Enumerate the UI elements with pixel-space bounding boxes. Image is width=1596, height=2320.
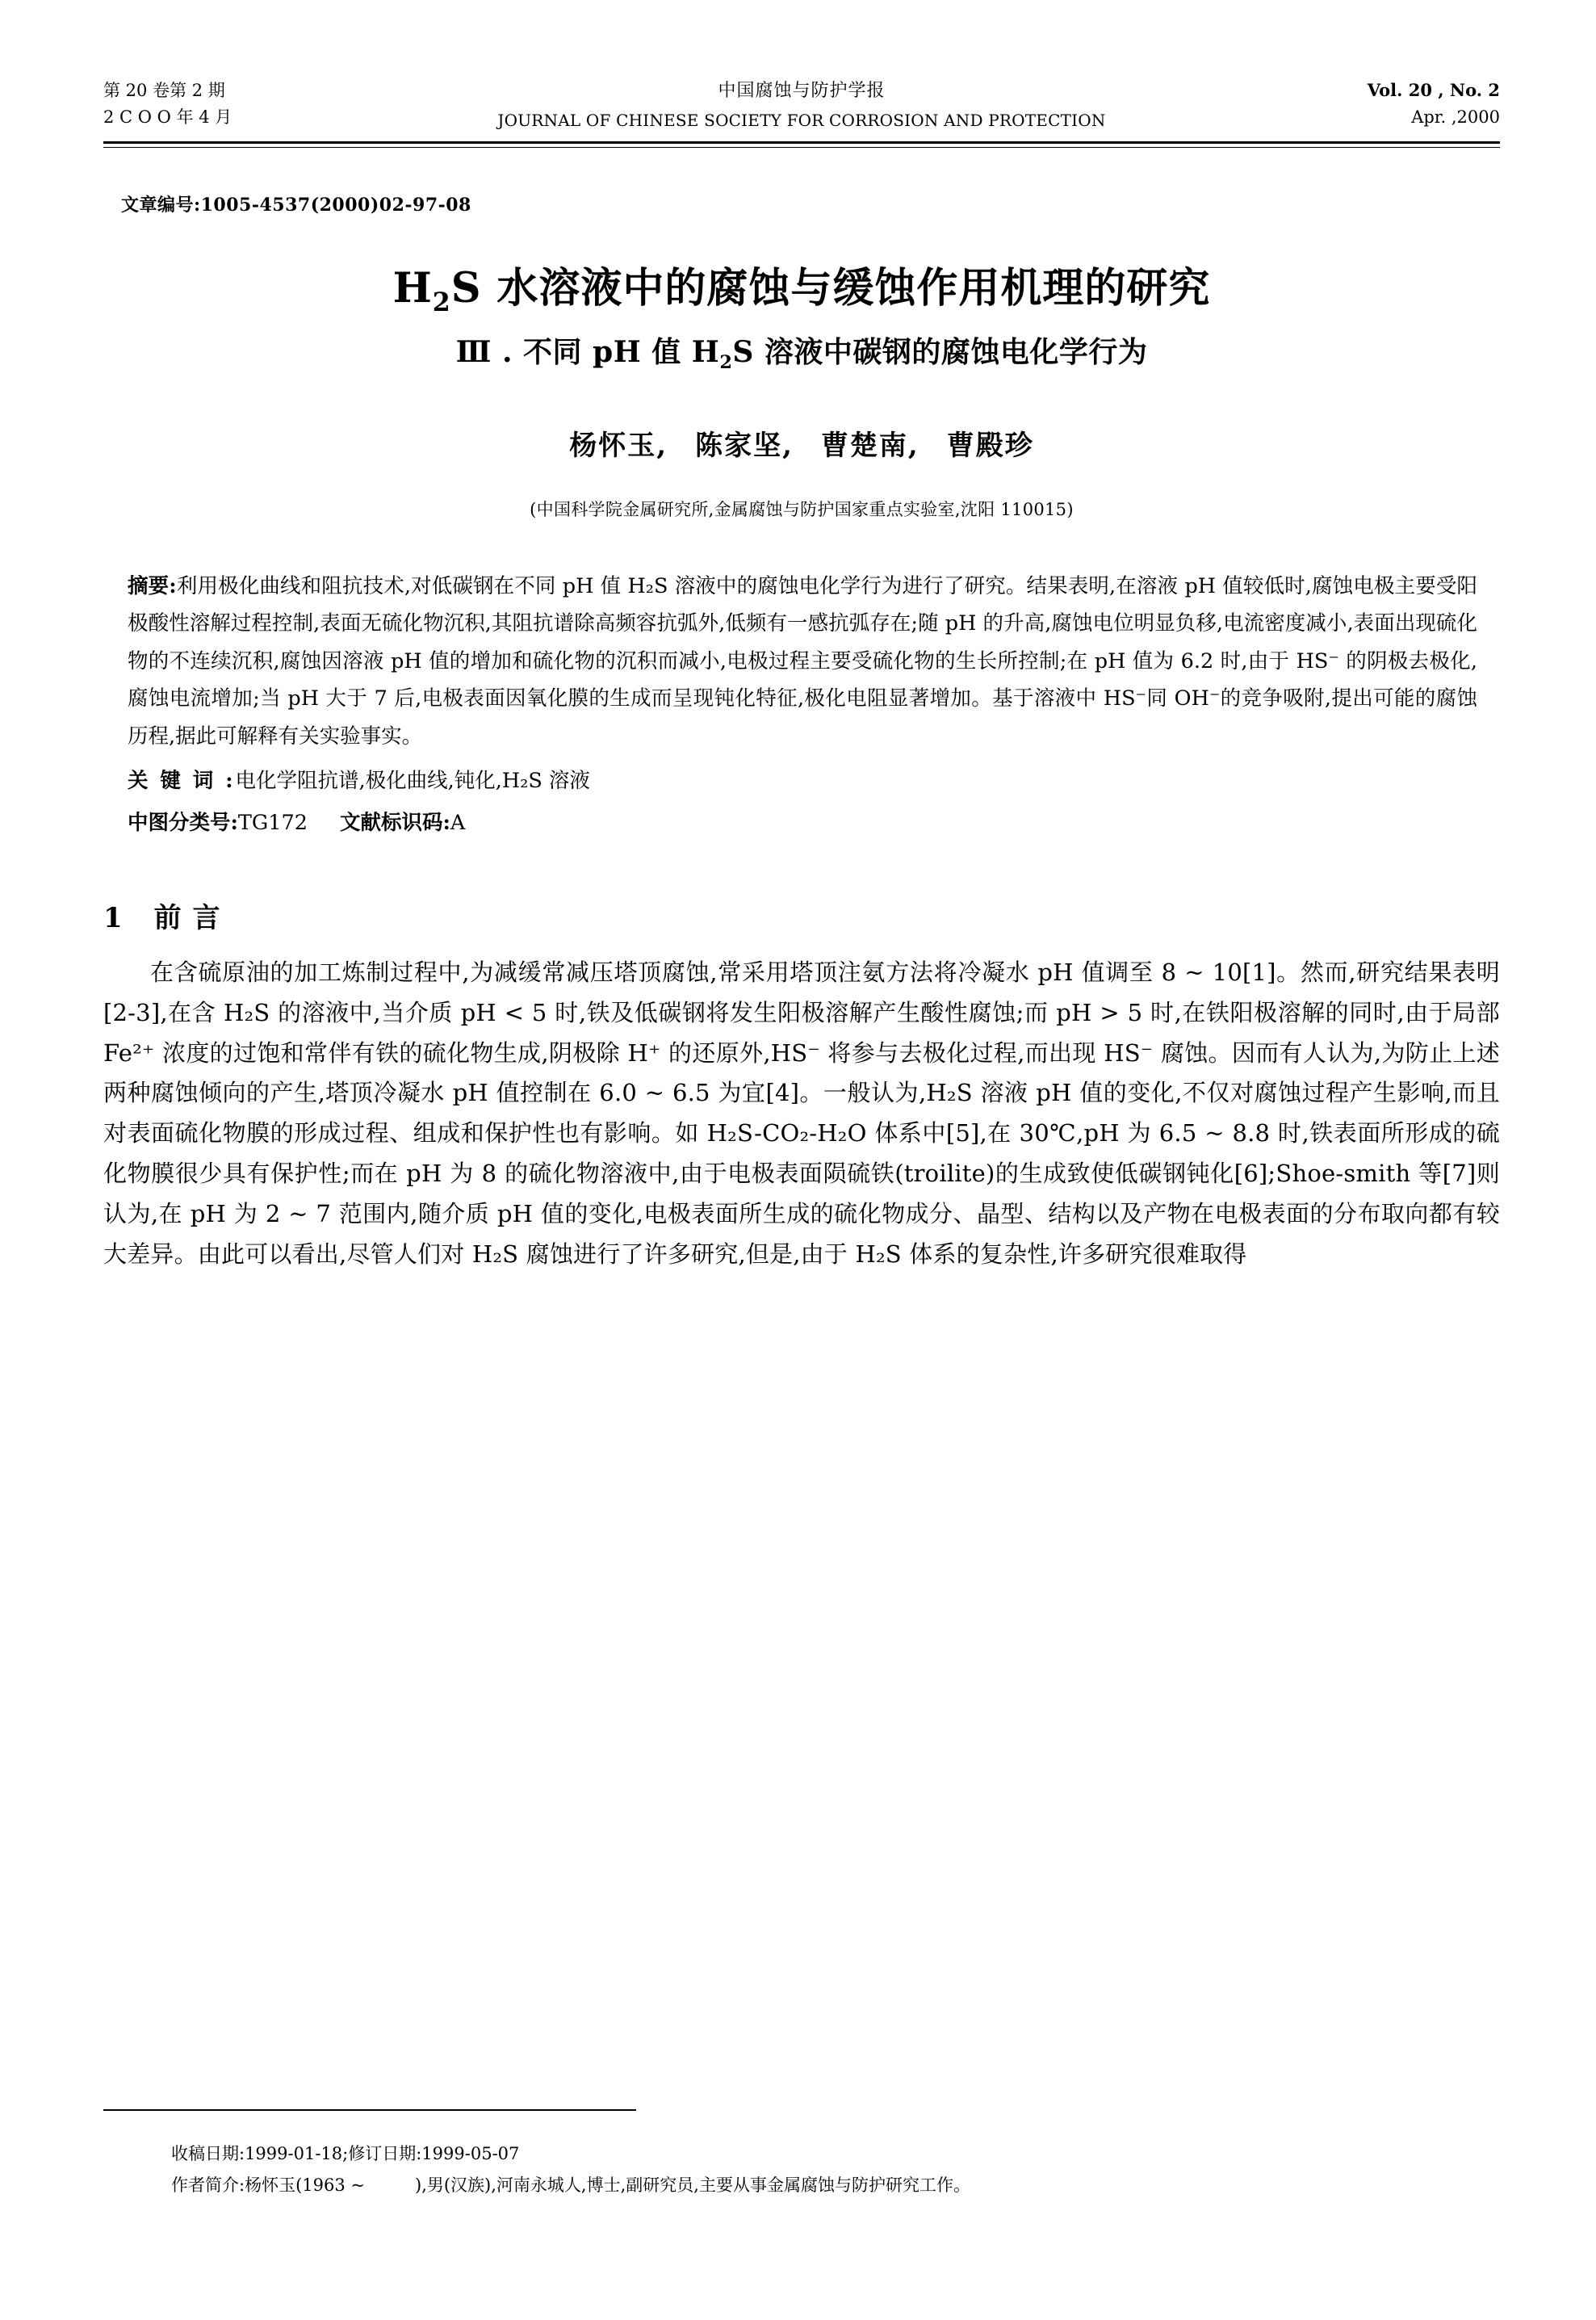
- running-head: [103, 78, 1500, 133]
- clc-label: 中图分类号:: [128, 810, 238, 835]
- title-main-pre: H: [392, 264, 433, 313]
- title-sub-pre: Ⅲ . 不同 pH 值 H: [455, 334, 720, 369]
- doc-code-value: A: [450, 810, 466, 835]
- journal-title-en: JOURNAL OF CHINESE SOCIETY FOR CORROSION AND PROTECTION: [497, 111, 1106, 131]
- keywords-text: 电化学阻抗谱,极化曲线,钝化,H₂S 溶液: [235, 769, 590, 794]
- classification-line: [103, 805, 1500, 842]
- page-subtitle: [103, 334, 1500, 375]
- author-2: 陈家坚,: [695, 430, 794, 462]
- author-list: [103, 423, 1500, 463]
- title-sub-subscript: 2: [719, 352, 733, 373]
- page-title: [103, 263, 1500, 319]
- footnote-divider: [103, 2109, 636, 2111]
- received-date: 收稿日期:1999-01-18;修订日期:1999-05-07: [171, 2144, 520, 2163]
- issue-date-cn: 2 C O O 年 4 月: [103, 107, 232, 127]
- author-bio-name: 杨怀玉(1963 ~: [245, 2175, 365, 2195]
- running-head-right: [1234, 78, 1500, 130]
- abstract-label: 摘要:: [128, 574, 177, 598]
- section-heading-1: [103, 896, 1500, 935]
- section-title: 前 言: [153, 901, 221, 934]
- keywords: [103, 763, 1500, 800]
- clc-value: TG172: [237, 810, 308, 835]
- affiliation: (中国科学院金属研究所,金属腐蚀与防护国家重点实验室,沈阳 110015): [530, 500, 1074, 519]
- section-1-paragraph: 在含硫原油的加工炼制过程中,为减缓常减压塔顶腐蚀,常采用塔顶注氨方法将冷凝水 pH 值调至 8 ~ 10[1]。然而,研究结果表明[2-3],在含 H₂S 的溶液中,当介质 pH < 5 时,铁及低碳钢将发生阳极溶解产生酸性腐蚀;而 pH > 5 时,在铁阳极溶解的同时,由于局部 Fe²⁺ 浓度的过饱和常伴有铁的硫化物生成,阴极除 H⁺ 的还原外,HS⁻ 将参与去极化过程,而出现 HS⁻ 腐蚀。因而有人认为,为防止上述两种腐蚀倾向的产生,塔顶冷凝水 pH 值控制在 6.0 ~ 6.5 为宜[4]。一般认为,H₂S 溶液 pH 值的变化,不仅对腐蚀过程产生影响,而且对表面硫化物膜的形成过程、组成和保护性也有影响。如 H₂S-CO₂-H₂O 体系中[5],在 30℃,pH 为 6.5 ~ 8.8 时,铁表面所形成的硫化物膜很少具有保护性;而在 pH 为 8 的硫化物溶液中,由于电极表面陨硫铁(troilite)的生成致使低碳钢钝化[6];Shoe-smith 等[7]则认为,在 pH 为 2 ~ 7 范围内,随介质 pH 值的变化,电极表面所生成的硫化物成分、晶型、结构以及产物在电极表面的分布取向都有较大差异。由此可以看出,尽管人们对 H₂S 腐蚀进行了许多研究,但是,由于 H₂S 体系的复杂性,许多研究很难取得: [103, 958, 1500, 1268]
- volume-issue: 第 20 卷第 2 期: [103, 81, 225, 100]
- title-main-post: S 水溶液中的腐蚀与缓蚀作用机理的研究: [450, 264, 1211, 313]
- author-1: 杨怀玉,: [569, 430, 668, 462]
- title-sub-post: S 溶液中碳钢的腐蚀电化学行为: [732, 334, 1148, 369]
- running-head-left: [103, 78, 370, 130]
- running-head-center: [370, 78, 1234, 133]
- journal-title-cn: 中国腐蚀与防护学报: [718, 81, 886, 101]
- author-3: 曹楚南,: [820, 430, 919, 462]
- abstract: [103, 568, 1500, 755]
- article-number: 文章编号:1005-4537(2000)02-97-08: [121, 195, 471, 216]
- doc-code-label: 文献标识码:: [339, 810, 450, 835]
- section-number: 1: [103, 901, 124, 934]
- volume-issue-en: Vol. 20 , No. 2: [1367, 80, 1500, 100]
- author-bio-label: 作者简介:: [171, 2175, 245, 2195]
- header-divider: [103, 141, 1500, 148]
- footnotes: [171, 2138, 1495, 2201]
- author-bio-text: ),男(汉族),河南永城人,博士,副研究员,主要从事金属腐蚀与防护研究工作。: [415, 2175, 970, 2195]
- author-bio: [171, 2170, 1495, 2201]
- issue-date-en: Apr. ,2000: [1411, 107, 1500, 127]
- title-main-subscript: 2: [432, 287, 451, 318]
- page-content: [103, 78, 1500, 1275]
- abstract-text: 利用极化曲线和阻抗技术,对低碳钢在不同 pH 值 H₂S 溶液中的腐蚀电化学行为进行了研究。结果表明,在溶液 pH 值较低时,腐蚀电极主要受阳极酸性溶解过程控制,表面无硫化物沉积,其阻抗谱除高频容抗弧外,低频有一感抗弧存在;随 pH 的升高,腐蚀电位明显负移,电流密度减小,表面出现硫化物的不连续沉积,腐蚀因溶液 pH 值的增加和硫化物的沉积而减小,电极过程主要受硫化物的生长所控制;在 pH 值为 6.2 时,由于 HS⁻ 的阴极去极化,腐蚀电流增加;当 pH 大于 7 后,电极表面因氧化膜的生成而呈现钝化特征,极化电阻显著增加。基于溶液中 HS⁻同 OH⁻的竞争吸附,提出可能的腐蚀历程,据此可解释有关实验事实。: [128, 574, 1477, 749]
- author-4: 曹殿珍: [946, 430, 1034, 462]
- keywords-label: 关 键 词 :: [128, 769, 236, 794]
